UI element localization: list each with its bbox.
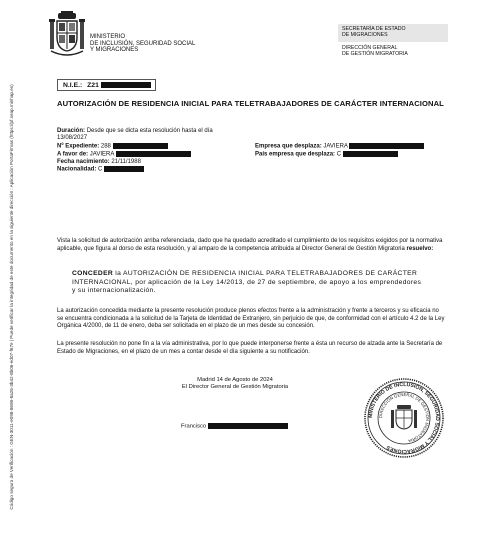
fields-left [57, 128, 227, 174]
concede-text: la AUTORIZACIÓN DE RESIDENCIA INICIAL PARA TELETRABAJADORES DE CARÁCTER INTERNACIONAL, por aplicación de la Ley 14/2013, de 27 de septiembre, de apoyo a los emprendedores y su internacionalización. [72, 270, 422, 295]
direccion-general [342, 46, 408, 58]
nie-box [57, 79, 156, 91]
signature-role: El Director General de Gestión Migratoria [181, 383, 289, 390]
redaction-bar [116, 151, 191, 157]
paragraph-eficacia: La autorización concedida mediante la presente resolución produce plenos efectos frente a la administración y frente a terceros y su eficacia no se encuentra condicionada a la solicitud de la Tarjeta de Identidad de Extranjero, sin perjuicio de que, de conformidad con el artículo 4.2 de la Ley Orgánica 4/2000, de 11 de enero, deba ser solicitada en el plazo de un mes desde su concesión. [57, 308, 445, 330]
seal-inner-text: DIRECCIÓN GENERAL DE GESTIÓN MIGRATORIA [377, 391, 431, 444]
verification-side-text: Código seguro de Verificación : GEN-3011-e098-8698-8a26-3b42-8b06-ed07-f67e | Puede verificar la integridad de este documento en la siguiente dirección : Aplicación PortaFirmas (https://pf.seap.minhap.es) [9, 84, 14, 510]
signature-name [181, 423, 288, 430]
direccion-line: DIRECCIÓN GENERAL [342, 45, 398, 51]
favor-value: JAVIERA [89, 151, 115, 158]
signature-block [155, 377, 315, 391]
redaction-bar [101, 82, 151, 88]
expediente-value: 288 [100, 143, 111, 150]
signer-name: Francisco [181, 423, 207, 430]
nacimiento-value: 21/11/1988 [111, 158, 141, 165]
coat-of-arms-icon [49, 11, 85, 57]
pais-value: C [336, 151, 342, 158]
official-seal-icon [363, 377, 445, 459]
concede-block [72, 270, 422, 296]
seal-outer-text: MINISTERIO DE INCLUSIÓN, SEGURIDAD SOCIAL Y MIGRACIONES [367, 381, 441, 455]
secretaria-line: SECRETARÍA DE ESTADO [342, 26, 406, 32]
ministry-name [90, 34, 195, 54]
direccion-line: DE GESTIÓN MIGRATORIA [342, 50, 408, 57]
empresa-label: Empresa que desplaza: [255, 143, 322, 150]
ministry-line: MINISTERIO [90, 34, 126, 40]
redaction-bar [104, 166, 144, 172]
signature-place-date: Madrid 14 de Agosto de 2024 [197, 377, 273, 383]
duracion-date: 13/08/2027 [57, 135, 88, 142]
seal-crest [391, 405, 417, 429]
empresa-value: JAVIERA [323, 143, 348, 150]
nacionalidad-value: C [98, 166, 103, 173]
resuelvo-label: resuelvo: [406, 245, 434, 252]
nie-label: N.I.E.: [63, 82, 83, 89]
redaction-bar [113, 143, 168, 149]
favor-label: A favor de: [57, 151, 89, 158]
paragraph-vista [57, 238, 445, 253]
redaction-bar [208, 423, 288, 429]
secretaria-line: DE MIGRACIONES [342, 31, 388, 38]
secretaria-box [338, 24, 448, 42]
ministry-line: Y MIGRACIONES [90, 47, 139, 54]
redaction-bar [349, 143, 424, 149]
ministry-line: DE INCLUSIÓN, SEGURIDAD SOCIAL [90, 40, 196, 47]
nie-value: Z21 [87, 82, 99, 89]
duracion-label: Duración: [57, 128, 86, 134]
nacimiento-label: Fecha nacimiento: [57, 158, 110, 165]
paragraph-recurso: La presente resolución no pone fin a la vía administrativa, por lo que puede interponerse frente a ésta un recurso de alzada ante la Secretaría de Estado de Migraciones, en el plazo de un mes a contar desde el día siguiente a su notificación. [57, 341, 443, 355]
document-title: AUTORIZACIÓN DE RESIDENCIA INICIAL PARA TELETRABAJADORES DE CARÁCTER INTERNACIONAL [57, 99, 444, 108]
nacionalidad-label: Nacionalidad: [57, 166, 97, 173]
fields-right [255, 143, 455, 159]
pais-label: País empresa que desplaza: [255, 151, 336, 158]
expediente-label: Nº Expediente: [57, 143, 100, 150]
redaction-bar [343, 151, 398, 157]
paragraph-vista-text: Vista la solicitud de autorización arriba referenciada, dado que ha quedado acreditado el cumplimiento de los requisitos exigidos por la normativa aplicable, que figura al dorso de esta resolución, y al amparo de la competencia atribuida al Director General de Gestión Migratoria [57, 238, 443, 252]
concede-word: CONCEDER [72, 270, 114, 277]
duracion-value: Desde que se dicta esta resolución hasta el día [86, 128, 213, 134]
